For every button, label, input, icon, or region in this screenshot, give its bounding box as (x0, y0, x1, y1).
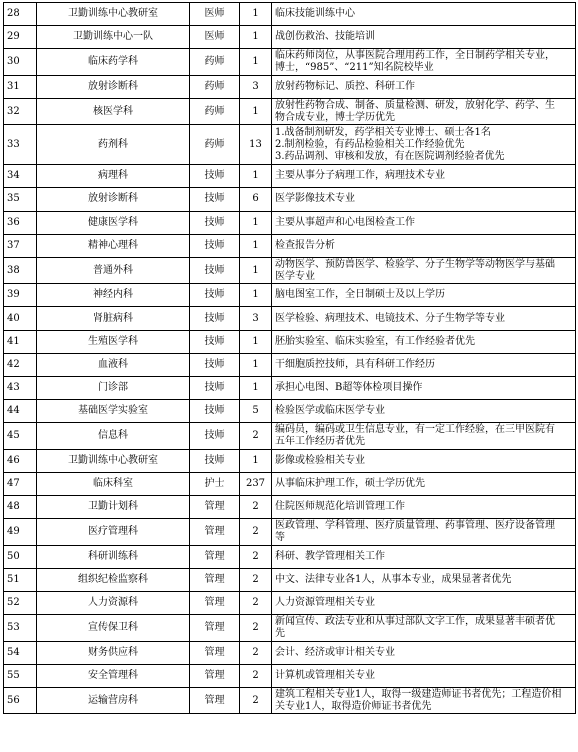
row-number-cell: 46 (4, 449, 37, 472)
row-number-cell: 47 (4, 472, 37, 495)
position-type-cell: 医师 (190, 26, 240, 49)
requirements-cell: 临床技能训练中心 (272, 3, 576, 26)
position-type-cell: 技师 (190, 257, 240, 283)
position-type-cell: 技师 (190, 165, 240, 188)
requirements-cell: 放射药物标记、质控、科研工作 (272, 75, 576, 98)
table-row (4, 75, 576, 98)
position-type-cell: 管理 (190, 688, 240, 714)
row-number-cell: 36 (4, 211, 37, 234)
department-cell: 卫勤训练中心教研室 (37, 3, 190, 26)
position-type-cell: 管理 (190, 496, 240, 519)
table-row (4, 496, 576, 519)
requirements-cell: 科研、教学管理相关工作 (272, 545, 576, 568)
requirements-cell: 动物医学、预防兽医学、检验学、分子生物学等动物医学与基础 医学专业 (272, 257, 576, 283)
position-type-cell: 技师 (190, 400, 240, 423)
position-type-cell: 管理 (190, 641, 240, 664)
department-cell: 放射诊断科 (37, 188, 190, 211)
table-row (4, 615, 576, 641)
requirements-cell: 脑电图室工作，全日制硕士及以上学历 (272, 284, 576, 307)
department-cell: 神经内科 (37, 284, 190, 307)
row-number-cell: 49 (4, 519, 37, 545)
table-row (4, 472, 576, 495)
requirements-cell: 影像或检验相关专业 (272, 449, 576, 472)
table-body (4, 3, 576, 714)
requirements-cell: 医学影像技术专业 (272, 188, 576, 211)
position-type-cell: 技师 (190, 284, 240, 307)
department-cell: 卫勤计划科 (37, 496, 190, 519)
row-number-cell: 53 (4, 615, 37, 641)
row-number-cell: 37 (4, 234, 37, 257)
requirements-cell: 干细胞质控技师，具有科研工作经历 (272, 353, 576, 376)
table-row (4, 592, 576, 615)
position-type-cell: 技师 (190, 449, 240, 472)
position-type-cell: 药师 (190, 49, 240, 75)
table-row (4, 330, 576, 353)
position-type-cell: 医师 (190, 3, 240, 26)
table-row (4, 165, 576, 188)
requirements-cell: 主要从事超声和心电图检查工作 (272, 211, 576, 234)
department-cell: 门诊部 (37, 377, 190, 400)
requirements-cell: 医学检验、病理技术、电镜技术、分子生物学等专业 (272, 307, 576, 330)
requirements-cell: 新闻宣传、政法专业和从事过部队文字工作，成果显著丰硕者优 先 (272, 615, 576, 641)
row-number-cell: 51 (4, 568, 37, 591)
requirements-cell: 人力资源管理相关专业 (272, 592, 576, 615)
headcount-cell: 2 (240, 664, 272, 687)
table-row (4, 26, 576, 49)
department-cell: 放射诊断科 (37, 75, 190, 98)
department-cell: 财务供应科 (37, 641, 190, 664)
headcount-cell: 1 (240, 98, 272, 124)
department-cell: 基础医学实验室 (37, 400, 190, 423)
position-type-cell: 药师 (190, 75, 240, 98)
row-number-cell: 41 (4, 330, 37, 353)
recruitment-table (3, 2, 576, 714)
headcount-cell: 1 (240, 353, 272, 376)
table-row (4, 400, 576, 423)
headcount-cell: 1 (240, 49, 272, 75)
row-number-cell: 28 (4, 3, 37, 26)
headcount-cell: 2 (240, 496, 272, 519)
department-cell: 生殖医学科 (37, 330, 190, 353)
headcount-cell: 1 (240, 377, 272, 400)
position-type-cell: 技师 (190, 234, 240, 257)
department-cell: 健康医学科 (37, 211, 190, 234)
requirements-cell: 从事临床护理工作，硕士学历优先 (272, 472, 576, 495)
headcount-cell: 2 (240, 592, 272, 615)
department-cell: 信息科 (37, 423, 190, 449)
headcount-cell: 3 (240, 75, 272, 98)
position-type-cell: 管理 (190, 664, 240, 687)
row-number-cell: 42 (4, 353, 37, 376)
row-number-cell: 40 (4, 307, 37, 330)
department-cell: 组织纪检监察科 (37, 568, 190, 591)
row-number-cell: 39 (4, 284, 37, 307)
row-number-cell: 32 (4, 98, 37, 124)
position-type-cell: 管理 (190, 592, 240, 615)
requirements-cell: 检查报告分析 (272, 234, 576, 257)
headcount-cell: 1 (240, 165, 272, 188)
requirements-cell: 胚胎实验室、临床实验室，有工作经验者优先 (272, 330, 576, 353)
row-number-cell: 30 (4, 49, 37, 75)
table-row (4, 545, 576, 568)
headcount-cell: 2 (240, 423, 272, 449)
requirements-cell: 会计、经济或审计相关专业 (272, 641, 576, 664)
table-row (4, 449, 576, 472)
row-number-cell: 33 (4, 125, 37, 165)
position-type-cell: 技师 (190, 377, 240, 400)
row-number-cell: 48 (4, 496, 37, 519)
requirements-cell: 1.战备制剂研发，药学相关专业博士、硕士各1名 2.制剂检验，有药品检验相关工作经验优先 3.药品调剂、审核和发放，有在医院调剂经验者优先 (272, 125, 576, 165)
department-cell: 血液科 (37, 353, 190, 376)
requirements-cell: 战创伤救治、技能培训 (272, 26, 576, 49)
table-row (4, 641, 576, 664)
headcount-cell: 1 (240, 211, 272, 234)
position-type-cell: 管理 (190, 519, 240, 545)
table-row (4, 568, 576, 591)
headcount-cell: 1 (240, 3, 272, 26)
department-cell: 医疗管理科 (37, 519, 190, 545)
table-row (4, 49, 576, 75)
table-row (4, 307, 576, 330)
department-cell: 临床科室 (37, 472, 190, 495)
department-cell: 运输营房科 (37, 688, 190, 714)
department-cell: 科研训练科 (37, 545, 190, 568)
headcount-cell: 2 (240, 568, 272, 591)
department-cell: 安全管理科 (37, 664, 190, 687)
table-row (4, 211, 576, 234)
table-row (4, 188, 576, 211)
headcount-cell: 2 (240, 641, 272, 664)
row-number-cell: 35 (4, 188, 37, 211)
headcount-cell: 1 (240, 257, 272, 283)
row-number-cell: 50 (4, 545, 37, 568)
department-cell: 核医学科 (37, 98, 190, 124)
row-number-cell: 34 (4, 165, 37, 188)
row-number-cell: 56 (4, 688, 37, 714)
headcount-cell: 2 (240, 688, 272, 714)
row-number-cell: 31 (4, 75, 37, 98)
headcount-cell: 5 (240, 400, 272, 423)
department-cell: 药剂科 (37, 125, 190, 165)
row-number-cell: 52 (4, 592, 37, 615)
row-number-cell: 29 (4, 26, 37, 49)
position-type-cell: 管理 (190, 615, 240, 641)
requirements-cell: 中文、法律专业各1人，从事本专业，成果显著者优先 (272, 568, 576, 591)
headcount-cell: 1 (240, 26, 272, 49)
department-cell: 宣传保卫科 (37, 615, 190, 641)
position-type-cell: 药师 (190, 125, 240, 165)
headcount-cell: 1 (240, 449, 272, 472)
requirements-cell: 医政管理、学科管理、医疗质量管理、药事管理、医疗设备管理 等 (272, 519, 576, 545)
requirements-cell: 主要从事分子病理工作，病理技术专业 (272, 165, 576, 188)
headcount-cell: 2 (240, 545, 272, 568)
department-cell: 精神心理科 (37, 234, 190, 257)
position-type-cell: 技师 (190, 353, 240, 376)
headcount-cell: 3 (240, 307, 272, 330)
requirements-cell: 计算机或管理相关专业 (272, 664, 576, 687)
row-number-cell: 43 (4, 377, 37, 400)
position-type-cell: 技师 (190, 423, 240, 449)
headcount-cell: 13 (240, 125, 272, 165)
row-number-cell: 44 (4, 400, 37, 423)
department-cell: 人力资源科 (37, 592, 190, 615)
table-row (4, 664, 576, 687)
row-number-cell: 38 (4, 257, 37, 283)
headcount-cell: 2 (240, 615, 272, 641)
department-cell: 卫勤训练中心教研室 (37, 449, 190, 472)
position-type-cell: 技师 (190, 188, 240, 211)
department-cell: 临床药学科 (37, 49, 190, 75)
position-type-cell: 技师 (190, 211, 240, 234)
position-type-cell: 技师 (190, 307, 240, 330)
headcount-cell: 6 (240, 188, 272, 211)
table-row (4, 257, 576, 283)
requirements-cell: 住院医师规范化培训管理工作 (272, 496, 576, 519)
requirements-cell: 临床药师岗位，从事医院合理用药工作，全日制药学相关专业， 博士，“985”、“211”知名院校毕业 (272, 49, 576, 75)
headcount-cell: 1 (240, 330, 272, 353)
headcount-cell: 237 (240, 472, 272, 495)
requirements-cell: 建筑工程相关专业1人，取得一级建造师证书者优先；工程造价相 关专业1人，取得造价师证书者优先 (272, 688, 576, 714)
table-row (4, 519, 576, 545)
table-row (4, 284, 576, 307)
table-row (4, 125, 576, 165)
table-row (4, 377, 576, 400)
table-row (4, 688, 576, 714)
headcount-cell: 1 (240, 234, 272, 257)
table-row (4, 234, 576, 257)
table-row (4, 98, 576, 124)
row-number-cell: 55 (4, 664, 37, 687)
position-type-cell: 药师 (190, 98, 240, 124)
requirements-cell: 检验医学或临床医学专业 (272, 400, 576, 423)
position-type-cell: 护士 (190, 472, 240, 495)
requirements-cell: 编码员，编码或卫生信息专业，有一定工作经验，在三甲医院有 五年工作经历者优先 (272, 423, 576, 449)
row-number-cell: 45 (4, 423, 37, 449)
headcount-cell: 2 (240, 519, 272, 545)
department-cell: 普通外科 (37, 257, 190, 283)
table-row (4, 423, 576, 449)
requirements-cell: 放射性药物合成、制备、质量检测、研发，放射化学、药学、生 物合成专业，博士学历优先 (272, 98, 576, 124)
position-type-cell: 技师 (190, 330, 240, 353)
position-type-cell: 管理 (190, 545, 240, 568)
department-cell: 卫勤训练中心一队 (37, 26, 190, 49)
row-number-cell: 54 (4, 641, 37, 664)
requirements-cell: 承担心电图、B超等体检项目操作 (272, 377, 576, 400)
table-row (4, 3, 576, 26)
position-type-cell: 管理 (190, 568, 240, 591)
department-cell: 肾脏病科 (37, 307, 190, 330)
table-row (4, 353, 576, 376)
headcount-cell: 1 (240, 284, 272, 307)
department-cell: 病理科 (37, 165, 190, 188)
